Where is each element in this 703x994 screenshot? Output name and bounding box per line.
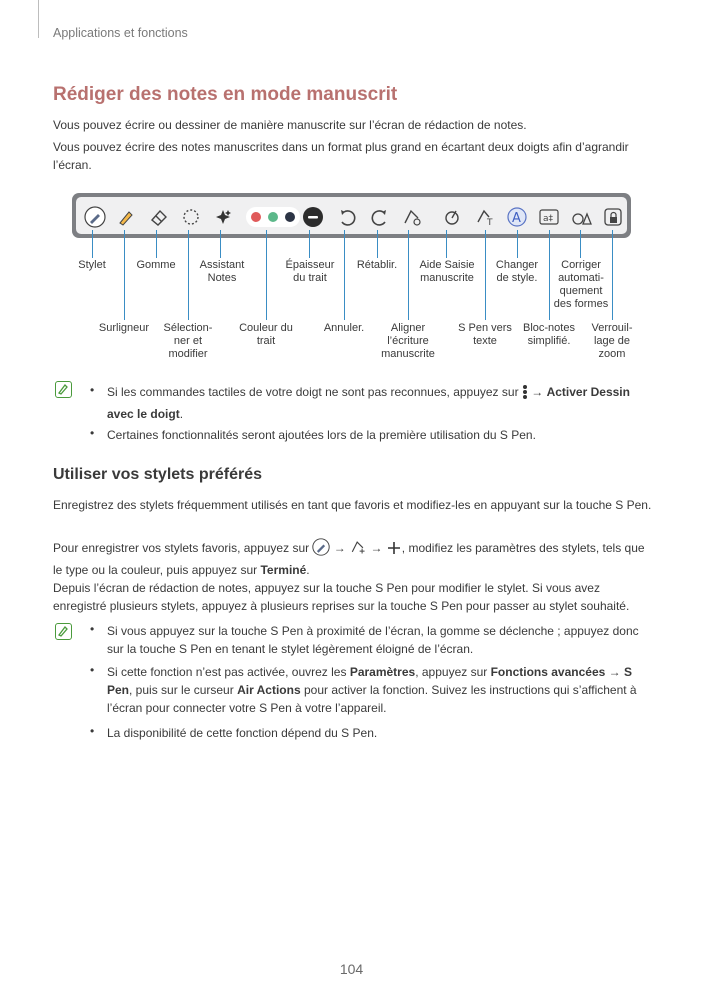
note2-item1: Si vous appuyez sur la touche S Pen à proximité de l’écran, la gomme se déclenche ; appuyez donc sur la touche S Pen en tenant le stylet légèrement éloigné de l’écran.	[107, 624, 639, 656]
color-palette[interactable]	[246, 207, 300, 227]
align-text-icon[interactable]	[538, 206, 560, 228]
redo-icon[interactable]	[369, 206, 391, 228]
section2-paragraph-1: Enregistrez des stylets fréquemment utilisés en tant que favoris et modifiez-les en appuyant sur la touche S Pen.	[53, 498, 652, 512]
handwriting-assist-icon[interactable]	[401, 206, 423, 228]
color-swatch-dark[interactable]	[285, 212, 295, 222]
callout-line	[446, 230, 447, 258]
stroke-thickness-icon[interactable]	[302, 206, 324, 228]
intro-paragraph-2: Vous pouvez écrire des notes manuscrites dans un format plus grand en écartant deux doigts afin d’agrandir l’écran.	[53, 140, 629, 172]
label-spen-texte: S Pen vers texte	[458, 322, 512, 347]
pen-to-text-icon[interactable]	[474, 206, 496, 228]
pen-icon	[312, 538, 330, 561]
label-couleur-trait: Couleur du trait	[239, 322, 293, 347]
undo-icon[interactable]	[336, 206, 358, 228]
label-verrouillage: Verrouil- lage de zoom	[591, 322, 633, 360]
margin-rule	[38, 0, 39, 38]
callout-line	[377, 230, 378, 258]
bullet: •	[90, 426, 95, 440]
callout-line	[156, 230, 157, 258]
bullet: •	[90, 663, 95, 677]
label-gomme: Gomme	[136, 259, 176, 271]
label-selectionner: Sélection- ner et modifier	[163, 322, 213, 360]
callout-line	[580, 230, 581, 258]
bullet: •	[90, 724, 95, 738]
breadcrumb: Applications et fonctions	[53, 26, 188, 40]
label-annuler: Annuler.	[323, 322, 365, 334]
easy-note-icon[interactable]	[571, 206, 593, 228]
highlighter-icon[interactable]	[115, 206, 137, 228]
bullet: •	[90, 622, 95, 636]
page-title: Rédiger des notes en mode manuscrit	[53, 84, 398, 105]
label-epaisseur: Épaisseur du trait	[285, 259, 335, 284]
plus-icon	[386, 540, 402, 561]
ai-assist-icon[interactable]	[212, 206, 234, 228]
label-changer-style: Changer de style.	[495, 259, 539, 284]
callout-line	[517, 230, 518, 258]
section2-paragraph-3: Depuis l’écran de rédaction de notes, appuyez sur la touche S Pen pour modifier le stylet. Si vous avez enregistré plusieurs stylets, appuyez à plusieurs reprises sur la touche S Pen pour passer au stylet souhaité.	[53, 581, 630, 613]
callout-line	[92, 230, 93, 258]
change-style-icon[interactable]	[506, 206, 528, 228]
intro-paragraph-1: Vous pouvez écrire ou dessiner de manière manuscrite sur l’écran de rédaction de notes.	[53, 118, 527, 132]
label-surligneur: Surligneur	[98, 322, 150, 334]
label-retablir: Rétablir.	[356, 259, 398, 271]
color-swatch-red[interactable]	[251, 212, 261, 222]
callout-line	[408, 230, 409, 320]
note2-item3: La disponibilité de cette fonction dépend du S Pen.	[107, 726, 378, 740]
label-aide-saisie: Aide Saisie manuscrite	[419, 259, 475, 284]
page-number: 104	[339, 961, 364, 977]
pen-settings-icon	[349, 538, 367, 561]
note-icon	[55, 623, 72, 640]
section2-paragraph-2: Pour enregistrer vos stylets favoris, appuyez sur → → , modifiez les paramètres des stylets, tels que le type ou la couleur, puis appuyez sur Terminé.	[53, 538, 653, 579]
shape-correct-icon[interactable]	[441, 206, 463, 228]
note2-item2: Si cette fonction n’est pas activée, ouvrez les Paramètres, appuyez sur Fonctions avancées → S Pen, puis sur le curseur Air Actions pour activer la fonction. Suivez les instructions qui s’affichent à l’écran pour connecter votre S Pen à votre l’appareil.	[107, 665, 637, 715]
eraser-icon[interactable]	[148, 206, 170, 228]
label-corriger-formes: Corriger automati- quement des formes	[553, 259, 609, 310]
note1-item2: Certaines fonctionnalités seront ajoutées lors de la première utilisation du S Pen.	[107, 428, 536, 442]
section-title: Utiliser vos stylets préférés	[53, 466, 262, 483]
svg-text:T: T	[487, 218, 493, 228]
note1-item1: Si les commandes tactiles de votre doigt ne sont pas reconnues, appuyez sur → Activer Dessin avec le doigt.	[107, 385, 630, 421]
callout-line	[220, 230, 221, 258]
lasso-select-icon[interactable]	[180, 206, 202, 228]
callout-line	[309, 230, 310, 258]
color-swatch-green[interactable]	[268, 212, 278, 222]
callout-line	[124, 230, 125, 320]
note-icon	[55, 381, 72, 398]
zoom-lock-icon[interactable]	[602, 206, 624, 228]
callout-line	[266, 230, 267, 320]
bullet: •	[90, 383, 95, 397]
svg-text:A: A	[512, 211, 521, 226]
label-stylet: Stylet	[78, 259, 106, 271]
svg-text:a‡: a‡	[543, 214, 554, 224]
label-bloc-notes: Bloc-notes simplifié.	[523, 322, 575, 347]
pen-icon[interactable]	[84, 206, 106, 228]
label-aligner: Aligner l’écriture manuscrite	[381, 322, 435, 360]
label-assistant-notes: Assistant Notes	[199, 259, 245, 284]
